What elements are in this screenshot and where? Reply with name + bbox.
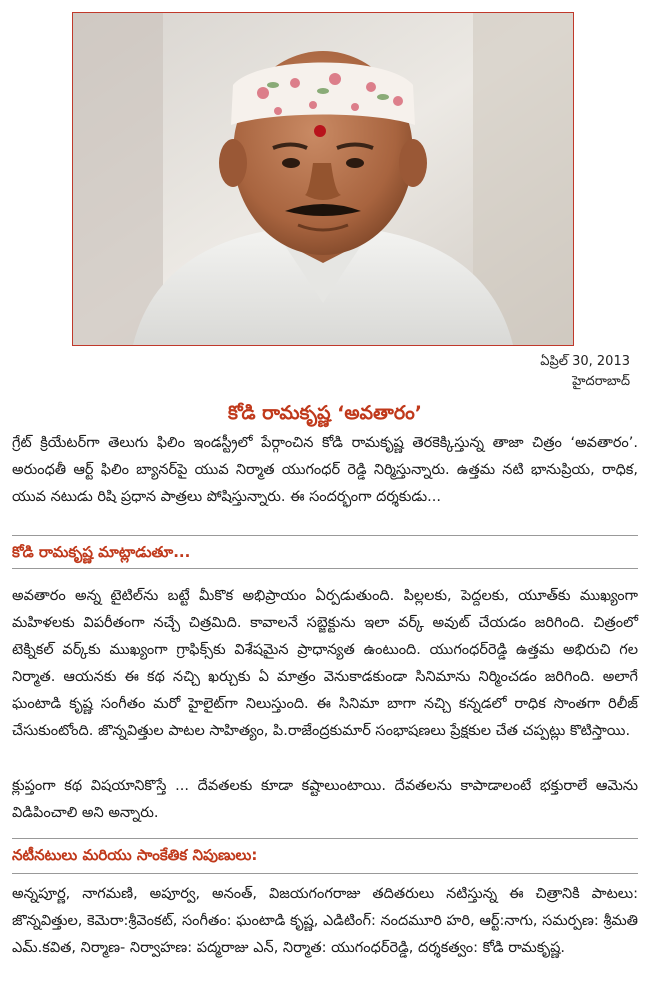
cast-crew-paragraph: అన్నపూర్ణ, నాగమణి, అపూర్వ, అనంత్, విజయగంగరాజు తదితరులు నటిస్తున్న ఈ చిత్రానికి పాటలు: జొన్నవిత్తుల, కెమెరా:శ్రీవెంకట్, సంగీతం: ఘంటాడి కృష్ణ, ఎడిటింగ్: నందమూరి హరి, ఆర్ట్:నాగు, సమర్పణ: శ్రీమతి ఎమ్.కవిత, నిర్మాణ- నిర్వాహణ: పద్మరాజు ఎన్, నిర్మాత: యుగంధర్‌రెడ్డి, దర్శకత్వం: కోడి రామకృష్ణ. [12,886,638,956]
director-quote-paragraph: అవతారం అన్న టైటిల్‌ను బట్టే మీకొక అభిప్రాయం ఏర్పడుతుంది. పిల్లలకు, పెద్దలకు, యూత్‌కు ముఖ్యంగా మహిళలకు విపరీతంగా నచ్చే చిత్రమిది. కావాలనే సబ్జెక్టును ఇలా వర్క్ అవుట్ చేయడం జరిగింది. చిత్రంలో టెక్నికల్ వర్క్‌కు ముఖ్యంగా గ్రాఫిక్స్‌కు విశేషమైన ప్రాధాన్యత ఉంటుంది. యుగంధర్‌రెడ్డి ఉత్తమ అభిరుచి గల నిర్మాత. ఆయనకు ఈ కథ నచ్చి ఖర్చుకు ఏ మాత్రం వెనుకాడకుండా సినిమాను నిర్మించడం జరిగింది. అలాగే ఘంటాడి కృష్ణ సంగీతం మరో హైలైట్‌గా నిలుస్తుంది. ఈ సినిమా బాగా నచ్చి కన్నడలో రాధిక సొంతగా రిలీజ్ చేసుకుంటోంది. జొన్నవిత్తుల పాటల సాహిత్యం, పి.రాజేంద్రకుమార్ సంభాషణలు ప్రేక్షకుల చేత చప్పట్లు కొటిస్తాయి. [12,588,638,739]
divider [12,838,638,839]
article-photo [72,12,574,346]
divider [12,568,638,569]
divider [12,535,638,536]
article-date: ఏప్రిల్ 30, 2013 [540,354,630,369]
portrait-illustration [73,13,573,345]
divider [12,873,638,874]
story-summary-paragraph: క్లుప్తంగా కథ విషయానికొస్తే ... దేవతలకు కూడా కష్టాలుంటాయి. దేవతలను కాపాడాలంటే భక్తురాలే ఆమెను విడిపించాలి అని అన్నారు. [12,778,638,821]
section-title-director-speaks: కోడి రామకృష్ణ మాట్లాడుతూ... [12,543,191,561]
article-place: హైదరాబాద్ [572,374,630,389]
section-title-cast-crew: నటీనటులు మరియు సాంకేతిక నిపుణులు: [12,846,258,864]
article-headline: కోడి రామకృష్ణ ‘అవతారం’ [228,402,422,424]
intro-paragraph: గ్రేట్ క్రియేటర్‌గా తెలుగు ఫిలిం ఇండస్ట్రీలో పేర్గాంచిన కోడి రామకృష్ణ తెరకెక్కిస్తున్న తాజా చిత్రం ‘అవతారం’. అరుంధతీ ఆర్ట్ ఫిలిం బ్యానర్‌పై యువ నిర్మాత యుగంధర్ రెడ్డి నిర్మిస్తున్నారు. ఉత్తమ నటి భానుప్రియ, రాధిక, యువ నటుడు రిషి ప్రధాన పాత్రలు పోషిస్తున్నారు. ఈ సందర్భంగా దర్శకుడు... [12,435,638,505]
